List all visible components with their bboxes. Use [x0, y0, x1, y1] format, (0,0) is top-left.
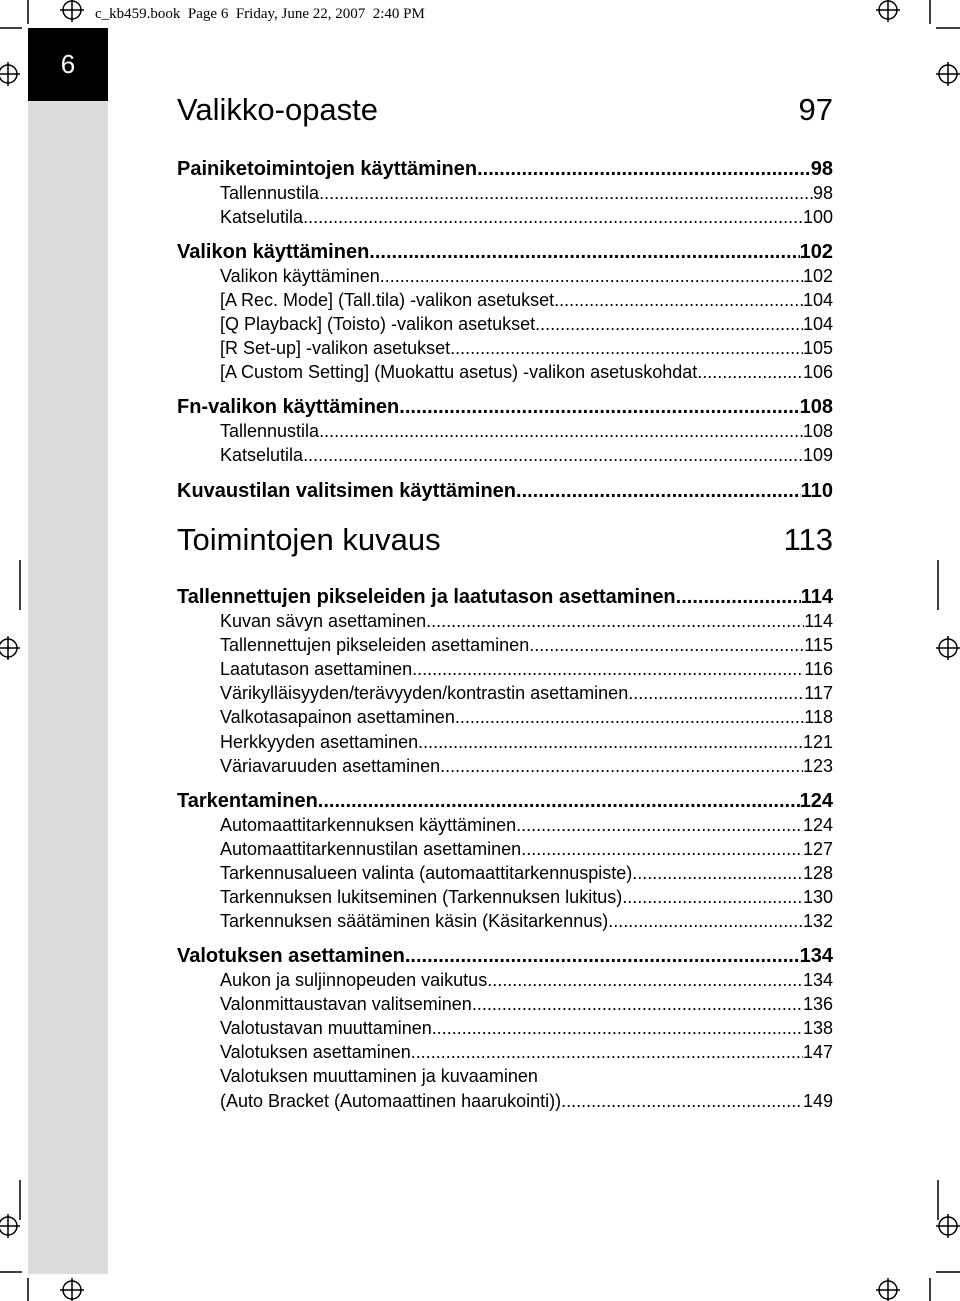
leader-dots [477, 158, 811, 181]
toc-heading-entry[interactable] [177, 945, 833, 968]
toc-entry-page: 147 [802, 1042, 833, 1062]
toc-entry[interactable] [220, 887, 833, 908]
toc-entry[interactable] [220, 732, 833, 753]
section-page: 97 [798, 92, 833, 127]
toc-entry[interactable] [220, 611, 833, 632]
toc-heading-entry[interactable] [177, 396, 833, 419]
toc-entry[interactable] [220, 659, 833, 680]
toc-entry-label: Valotustavan muuttaminen [220, 1018, 432, 1038]
leader-dots [418, 732, 803, 753]
toc-entry-label: Tarkentaminen [177, 790, 318, 812]
toc-entry-label: Kuvan sävyn asettaminen [220, 611, 427, 631]
leader-dots [440, 756, 803, 777]
toc-entry[interactable] [220, 314, 833, 335]
toc-entry[interactable] [220, 445, 833, 466]
leader-dots [411, 1042, 803, 1063]
toc-entry-page: 123 [802, 756, 833, 776]
toc-entry-label: Aukon ja suljinnopeuden vaikutus [220, 970, 488, 990]
toc-entry[interactable] [220, 911, 833, 932]
toc-entry-page: 104 [802, 290, 833, 310]
crosshair-icon [60, 0, 84, 22]
toc-entry-label: Valikon käyttäminen [177, 241, 370, 263]
toc-entry-label: Valotuksen muuttaminen ja kuvaaminen [220, 1066, 538, 1086]
toc-entry-label: Väriavaruuden asettaminen [220, 756, 441, 776]
leader-dots [487, 970, 803, 991]
toc-entry-label: Automaattitarkennustilan asettaminen [220, 839, 522, 859]
toc-entry[interactable] [220, 970, 833, 991]
toc-entry[interactable] [220, 421, 833, 442]
toc-entry-label: Tallennustila [220, 421, 320, 441]
toc-heading-entry[interactable] [177, 586, 833, 609]
crosshair-icon [0, 1214, 20, 1238]
toc-heading-entry[interactable] [177, 158, 833, 181]
toc-entry[interactable] [220, 338, 833, 359]
crosshair-icon [876, 0, 900, 22]
leader-dots [676, 586, 801, 609]
leader-dots [426, 611, 804, 632]
toc-entry-label: Katselutila [220, 207, 304, 227]
toc-entry[interactable] [220, 266, 833, 287]
section-title: Valikko-opaste [177, 92, 379, 127]
leader-dots [303, 207, 803, 228]
toc-entry-label: Katselutila [220, 445, 304, 465]
toc-entry[interactable] [220, 290, 833, 311]
toc-entry-page: 128 [802, 863, 833, 883]
toc-entry-label: (Auto Bracket (Automaattinen haarukointi)) [220, 1091, 562, 1111]
toc-heading-entry[interactable] [177, 241, 833, 264]
leader-dots [561, 1091, 803, 1112]
toc-entry[interactable] [220, 756, 833, 777]
leader-dots [412, 659, 804, 680]
toc-entry-page: 115 [804, 635, 833, 655]
leader-dots [319, 183, 813, 204]
toc-entry-label: Laatutason asettaminen [220, 659, 413, 679]
leader-dots [628, 683, 804, 704]
chapter-tab: 6 [28, 28, 108, 101]
leader-dots [535, 314, 803, 335]
section-heading [177, 522, 833, 558]
leader-dots [319, 421, 803, 442]
toc-entry[interactable] [220, 1091, 833, 1112]
leader-dots [380, 266, 803, 287]
toc-entry-page: 98 [810, 158, 833, 180]
leader-dots [303, 445, 803, 466]
toc-entry-page: 127 [802, 839, 833, 859]
toc-entry[interactable] [220, 362, 833, 383]
toc-entry[interactable] [220, 815, 833, 836]
toc-entry-page: 100 [802, 207, 833, 227]
toc-entry-page: 121 [802, 732, 833, 752]
toc-entry-page: 116 [804, 659, 833, 679]
margin-band [28, 28, 108, 1274]
toc-entry-label: Valonmittaustavan valitseminen [220, 994, 472, 1014]
toc-entry-page: 134 [799, 945, 833, 967]
toc-entry-label: Valikon käyttäminen [220, 266, 380, 286]
toc-entry[interactable] [220, 863, 833, 884]
crosshair-icon [936, 62, 960, 86]
toc-entry-label: Painiketoimintojen käyttäminen [177, 158, 478, 180]
leader-dots [516, 815, 803, 836]
toc-entry-label: Valotuksen asettaminen [177, 945, 405, 967]
toc-entry-page: 102 [799, 241, 833, 263]
toc-entry-label: Herkkyyden asettaminen [220, 732, 419, 752]
toc-heading-entry[interactable] [177, 480, 833, 503]
leader-dots [432, 1018, 803, 1039]
toc-entry-page: 105 [802, 338, 833, 358]
leader-dots [632, 863, 803, 884]
toc-entry-label: Tarkennuksen lukitseminen (Tarkennuksen lukitus) [220, 887, 623, 907]
section-title: Toimintojen kuvaus [177, 522, 441, 557]
toc-entry-label: [R Set-up] -valikon asetukset [220, 338, 451, 358]
toc-entry[interactable] [220, 683, 833, 704]
toc-entry-label: Valkotasapainon asettaminen [220, 707, 455, 727]
file-header: c_kb459.book Page 6 Friday, June 22, 2007 2:40 PM [95, 6, 425, 22]
leader-dots [622, 887, 803, 908]
leader-dots [450, 338, 803, 359]
toc-entry-label: Tallennustila [220, 183, 320, 203]
toc-entry-label: [Q Playback] (Toisto) -valikon asetukset [220, 314, 536, 334]
section-heading [177, 92, 833, 128]
toc-entry-page: 134 [802, 970, 833, 990]
toc-entry-label: Kuvaustilan valitsimen käyttäminen [177, 480, 517, 502]
toc-entry[interactable] [220, 183, 833, 204]
toc-entry-label: Tallennettujen pikseleiden asettaminen [220, 635, 530, 655]
toc-entry-page: 110 [800, 480, 833, 502]
toc-entry-label: [A Custom Setting] (Muokattu asetus) -valikon asetuskohdat [220, 362, 698, 382]
toc-entry-label: Tarkennuksen säätäminen käsin (Käsitarkennus) [220, 911, 609, 931]
leader-dots [608, 911, 803, 932]
leader-dots [521, 839, 803, 860]
toc-entry-page: 114 [804, 611, 833, 631]
toc-entry[interactable] [220, 839, 833, 860]
crosshair-icon [936, 1214, 960, 1238]
crosshair-icon [0, 636, 20, 660]
toc-entry-page: 138 [802, 1018, 833, 1038]
toc-entry-page: 118 [804, 707, 833, 727]
toc-entry-page: 149 [802, 1091, 833, 1111]
toc-entry[interactable] [220, 707, 833, 728]
toc-entry-label: Automaattitarkennuksen käyttäminen [220, 815, 517, 835]
leader-dots [369, 241, 799, 264]
leader-dots [529, 635, 804, 656]
toc-entry-page: 130 [802, 887, 833, 907]
toc-entry-page: 108 [799, 396, 833, 418]
toc-entry-page: 102 [802, 266, 833, 286]
toc-entry-page: 98 [812, 183, 833, 203]
toc-entry-label: Fn-valikon käyttäminen [177, 396, 400, 418]
crosshair-icon [0, 62, 20, 86]
toc-entry[interactable] [220, 635, 833, 656]
toc-entry-page: 114 [800, 586, 833, 608]
toc-entry-label: Tallennettujen pikseleiden ja laatutason asettaminen [177, 586, 676, 608]
crosshair-icon [60, 1278, 84, 1301]
toc-entry-page: 124 [802, 815, 833, 835]
toc-entry[interactable] [220, 207, 833, 228]
toc-entry-label: Valotuksen asettaminen [220, 1042, 411, 1062]
toc-entry-page: 104 [802, 314, 833, 334]
toc-entry-page: 117 [804, 683, 833, 703]
toc-entry-page: 124 [799, 790, 833, 812]
section-page: 113 [783, 522, 833, 557]
leader-dots [472, 994, 803, 1015]
leader-dots [405, 945, 800, 968]
toc-entry-page: 132 [802, 911, 833, 931]
crosshair-icon [876, 1278, 900, 1301]
toc-entry-page: 106 [802, 362, 833, 382]
toc-entry-label: Tarkennusalueen valinta (automaattitarkennuspiste) [220, 863, 633, 883]
toc-entry[interactable] [220, 994, 833, 1015]
toc-entry-page: 108 [802, 421, 833, 441]
leader-dots [399, 396, 799, 419]
crosshair-icon [936, 636, 960, 660]
leader-dots [554, 290, 803, 311]
toc-entry-label: Värikylläisyyden/terävyyden/kontrastin asettaminen [220, 683, 629, 703]
toc-entry[interactable] [220, 1018, 833, 1039]
leader-dots [318, 790, 800, 813]
leader-dots [697, 362, 803, 383]
leader-dots [455, 707, 804, 728]
leader-dots [516, 480, 801, 503]
toc-entry-page: 136 [802, 994, 833, 1014]
toc-entry[interactable] [220, 1042, 833, 1063]
toc-heading-entry[interactable] [177, 790, 833, 813]
toc-entry-page: 109 [802, 445, 833, 465]
toc-entry-label: [A Rec. Mode] (Tall.tila) -valikon asetukset [220, 290, 555, 310]
